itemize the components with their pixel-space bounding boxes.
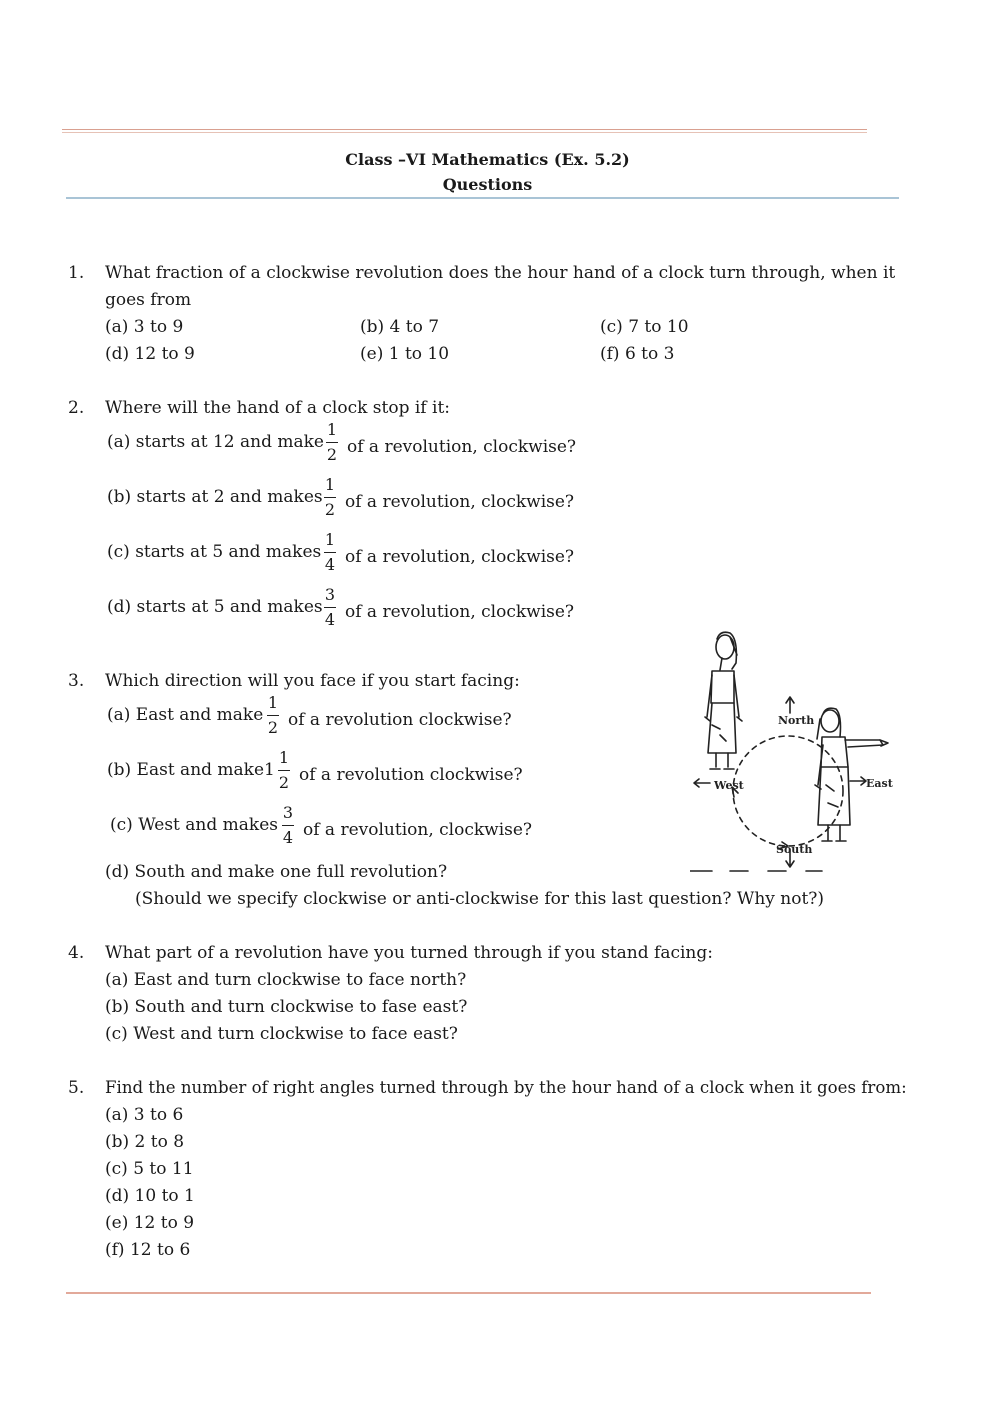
- fraction-bar: [267, 715, 279, 716]
- page-title: Class –VI Mathematics (Ex. 5.2): [345, 150, 630, 169]
- option-a-text: (a) East and make: [107, 705, 264, 725]
- fraction-bar: [324, 497, 336, 498]
- pointing-girl-icon: [815, 708, 888, 841]
- option-d-suffix: of a revolution, clockwise?: [345, 602, 575, 622]
- option-a-text: (a) starts at 12 and make: [107, 432, 324, 452]
- option-c: (c) West and turn clockwise to face east?: [105, 1024, 458, 1044]
- fraction: [281, 804, 295, 847]
- option-f: (f) 12 to 6: [105, 1240, 191, 1260]
- option-c-text: (c) West and makes: [110, 815, 279, 835]
- question-note: (Should we specify clockwise or anti-clockwise for this last question? Why not?): [135, 889, 825, 909]
- footer-divider: [66, 1292, 871, 1294]
- option-e: (e) 1 to 10: [360, 344, 450, 364]
- denominator: 4: [324, 610, 336, 629]
- denominator: 2: [326, 445, 338, 464]
- option-c-suffix: of a revolution, clockwise?: [345, 547, 575, 567]
- fraction: [323, 476, 337, 519]
- question-number: 1.: [68, 263, 85, 283]
- question-number: 4.: [68, 943, 85, 963]
- denominator: 4: [282, 828, 294, 847]
- question-text: Which direction will you face if you start facing:: [105, 671, 520, 691]
- option-f: (f) 6 to 3: [600, 344, 675, 364]
- option-b: (b) 4 to 7: [360, 317, 440, 337]
- numerator: 3: [282, 803, 294, 822]
- east-label: East: [866, 777, 893, 790]
- question-text: Find the number of right angles turned through by the hour hand of a clock when it goes from:: [105, 1078, 907, 1097]
- option-a: (a) East and turn clockwise to face north?: [105, 970, 467, 990]
- numerator: 1: [267, 693, 279, 712]
- question-number: 5.: [68, 1078, 85, 1098]
- option-c: (c) 5 to 11: [105, 1159, 194, 1179]
- option-d: (d) 10 to 1: [105, 1186, 195, 1206]
- option-c: (c) 7 to 10: [600, 317, 689, 337]
- west-label: West: [714, 779, 744, 792]
- denominator: 2: [324, 500, 336, 519]
- numerator: 1: [278, 748, 290, 767]
- whole-number: 1: [264, 760, 275, 780]
- denominator: 2: [267, 718, 279, 737]
- north-label: North: [778, 714, 815, 727]
- fraction: [266, 694, 280, 737]
- question-text: What fraction of a clockwise revolution does the hour hand of a clock turn through, when it: [105, 263, 896, 283]
- fraction: [277, 749, 291, 792]
- option-a-suffix: of a revolution, clockwise?: [347, 437, 577, 457]
- fraction-bar: [278, 770, 290, 771]
- fraction: [325, 421, 339, 464]
- option-b-text: (b) East and make: [107, 760, 265, 780]
- south-label: South: [776, 843, 813, 856]
- numerator: 1: [326, 420, 338, 439]
- option-c-text: (c) starts at 5 and makes: [107, 542, 322, 562]
- fraction-bar: [324, 552, 336, 553]
- fraction-bar: [282, 825, 294, 826]
- question-text-cont: goes from: [105, 290, 192, 310]
- fraction-bar: [324, 607, 336, 608]
- option-b: (b) 2 to 8: [105, 1132, 185, 1152]
- numerator: 1: [324, 475, 336, 494]
- option-a-suffix: of a revolution clockwise?: [288, 710, 512, 730]
- denominator: 4: [324, 555, 336, 574]
- option-d: (d) 12 to 9: [105, 344, 195, 364]
- numerator: 1: [324, 530, 336, 549]
- option-b-suffix: of a revolution clockwise?: [299, 765, 523, 785]
- option-d-text: (d) starts at 5 and makes: [107, 597, 323, 617]
- girl-figure-icon: [705, 632, 742, 769]
- header-divider: [66, 197, 899, 199]
- question-text: Where will the hand of a clock stop if it:: [105, 398, 450, 418]
- fraction: [323, 531, 337, 574]
- direction-figure: [690, 625, 905, 875]
- question-number: 3.: [68, 671, 85, 691]
- option-a: (a) 3 to 9: [105, 317, 184, 337]
- option-b-suffix: of a revolution, clockwise?: [345, 492, 575, 512]
- fraction: [323, 586, 337, 629]
- fraction-bar: [326, 442, 338, 443]
- question-number: 2.: [68, 398, 85, 418]
- option-c-suffix: of a revolution, clockwise?: [303, 820, 533, 840]
- page-subtitle: Questions: [442, 175, 533, 194]
- option-e: (e) 12 to 9: [105, 1213, 195, 1233]
- option-b-text: (b) starts at 2 and makes: [107, 487, 323, 507]
- denominator: 2: [278, 773, 290, 792]
- numerator: 3: [324, 585, 336, 604]
- top-divider: [62, 129, 867, 133]
- option-a: (a) 3 to 6: [105, 1105, 184, 1125]
- option-d: (d) South and make one full revolution?: [105, 862, 448, 882]
- option-b: (b) South and turn clockwise to fase east?: [105, 997, 468, 1017]
- question-text: What part of a revolution have you turned through if you stand facing:: [105, 943, 713, 963]
